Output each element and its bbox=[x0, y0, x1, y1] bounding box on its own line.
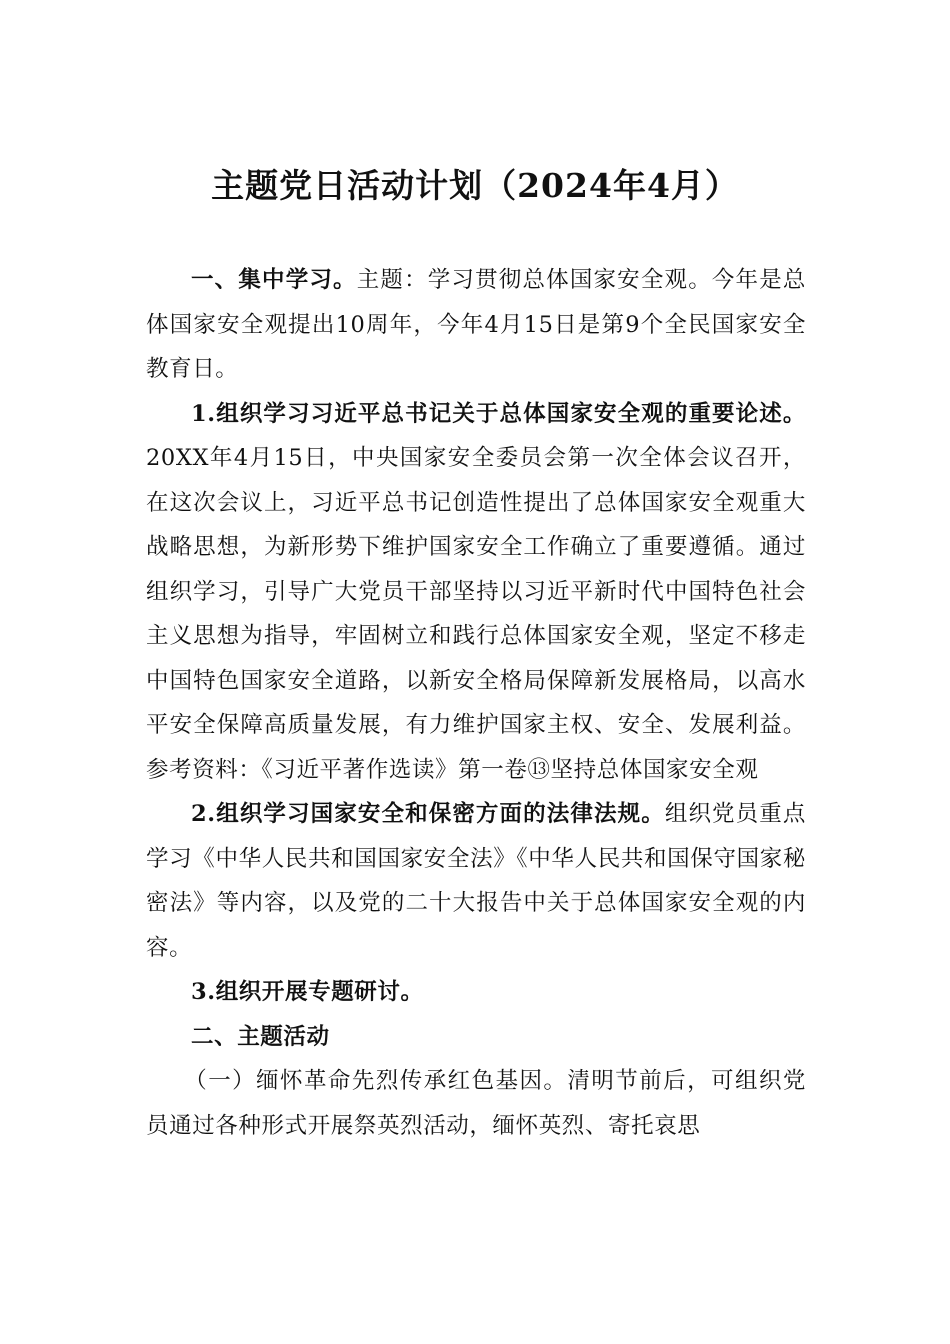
section-heading: 3.组织开展专题研讨。 bbox=[191, 979, 424, 1005]
section-heading: 一、集中学习。 bbox=[191, 267, 357, 293]
section-paragraph bbox=[146, 258, 806, 392]
section-paragraph bbox=[146, 1015, 806, 1060]
section-heading: 二、主题活动 bbox=[191, 1023, 330, 1050]
section-text: 主题：学习贯彻总体国家安全观。今年是总体国家安全观提出10周年，今年4月15日是第9个全民国家安全教育日。 bbox=[146, 267, 806, 382]
section-heading: 1.组织学习习近平总书记关于总体国家安全观的重要论述。 bbox=[191, 400, 806, 427]
document-title: 主题党日活动计划（2024年4月） bbox=[211, 166, 739, 205]
section-text: 组织党员重点学习《中华人民共和国国家安全法》《中华人民共和国保守国家秘密法》等内容，以及党的二十大报告中关于总体国家安全观的内容。 bbox=[146, 801, 806, 961]
section-paragraph bbox=[146, 792, 806, 970]
document-body bbox=[146, 258, 806, 1148]
section-text: （一）缅怀革命先烈传承红色基因。清明节前后，可组织党员通过各种形式开展祭英烈活动，缅怀英烈、寄托哀思 bbox=[146, 1068, 806, 1139]
section-heading: 2.组织学习国家安全和保密方面的法律法规。 bbox=[191, 801, 665, 827]
section-paragraph bbox=[146, 1059, 806, 1148]
section-text: 20XX年4月15日，中央国家安全委员会第一次全体会议召开，在这次会议上，习近平总书记创造性提出了总体国家安全观重大战略思想，为新形势下维护国家安全工作确立了重要遵循。通过组织学习，引导广大党员干部坚持以习近平新时代中国特色社会主义思想为指导，牢固树立和践行总体国家安全观，坚定不移走中国特色国家安全道路，以新安全格局保障新发展格局，以高水平安全保障高质量发展，有力维护国家主权、安全、发展利益。参考资料：《习近平著作选读》第一卷⑬坚持总体国家安全观 bbox=[146, 445, 806, 783]
section-paragraph bbox=[146, 970, 806, 1015]
section-paragraph bbox=[146, 392, 806, 793]
